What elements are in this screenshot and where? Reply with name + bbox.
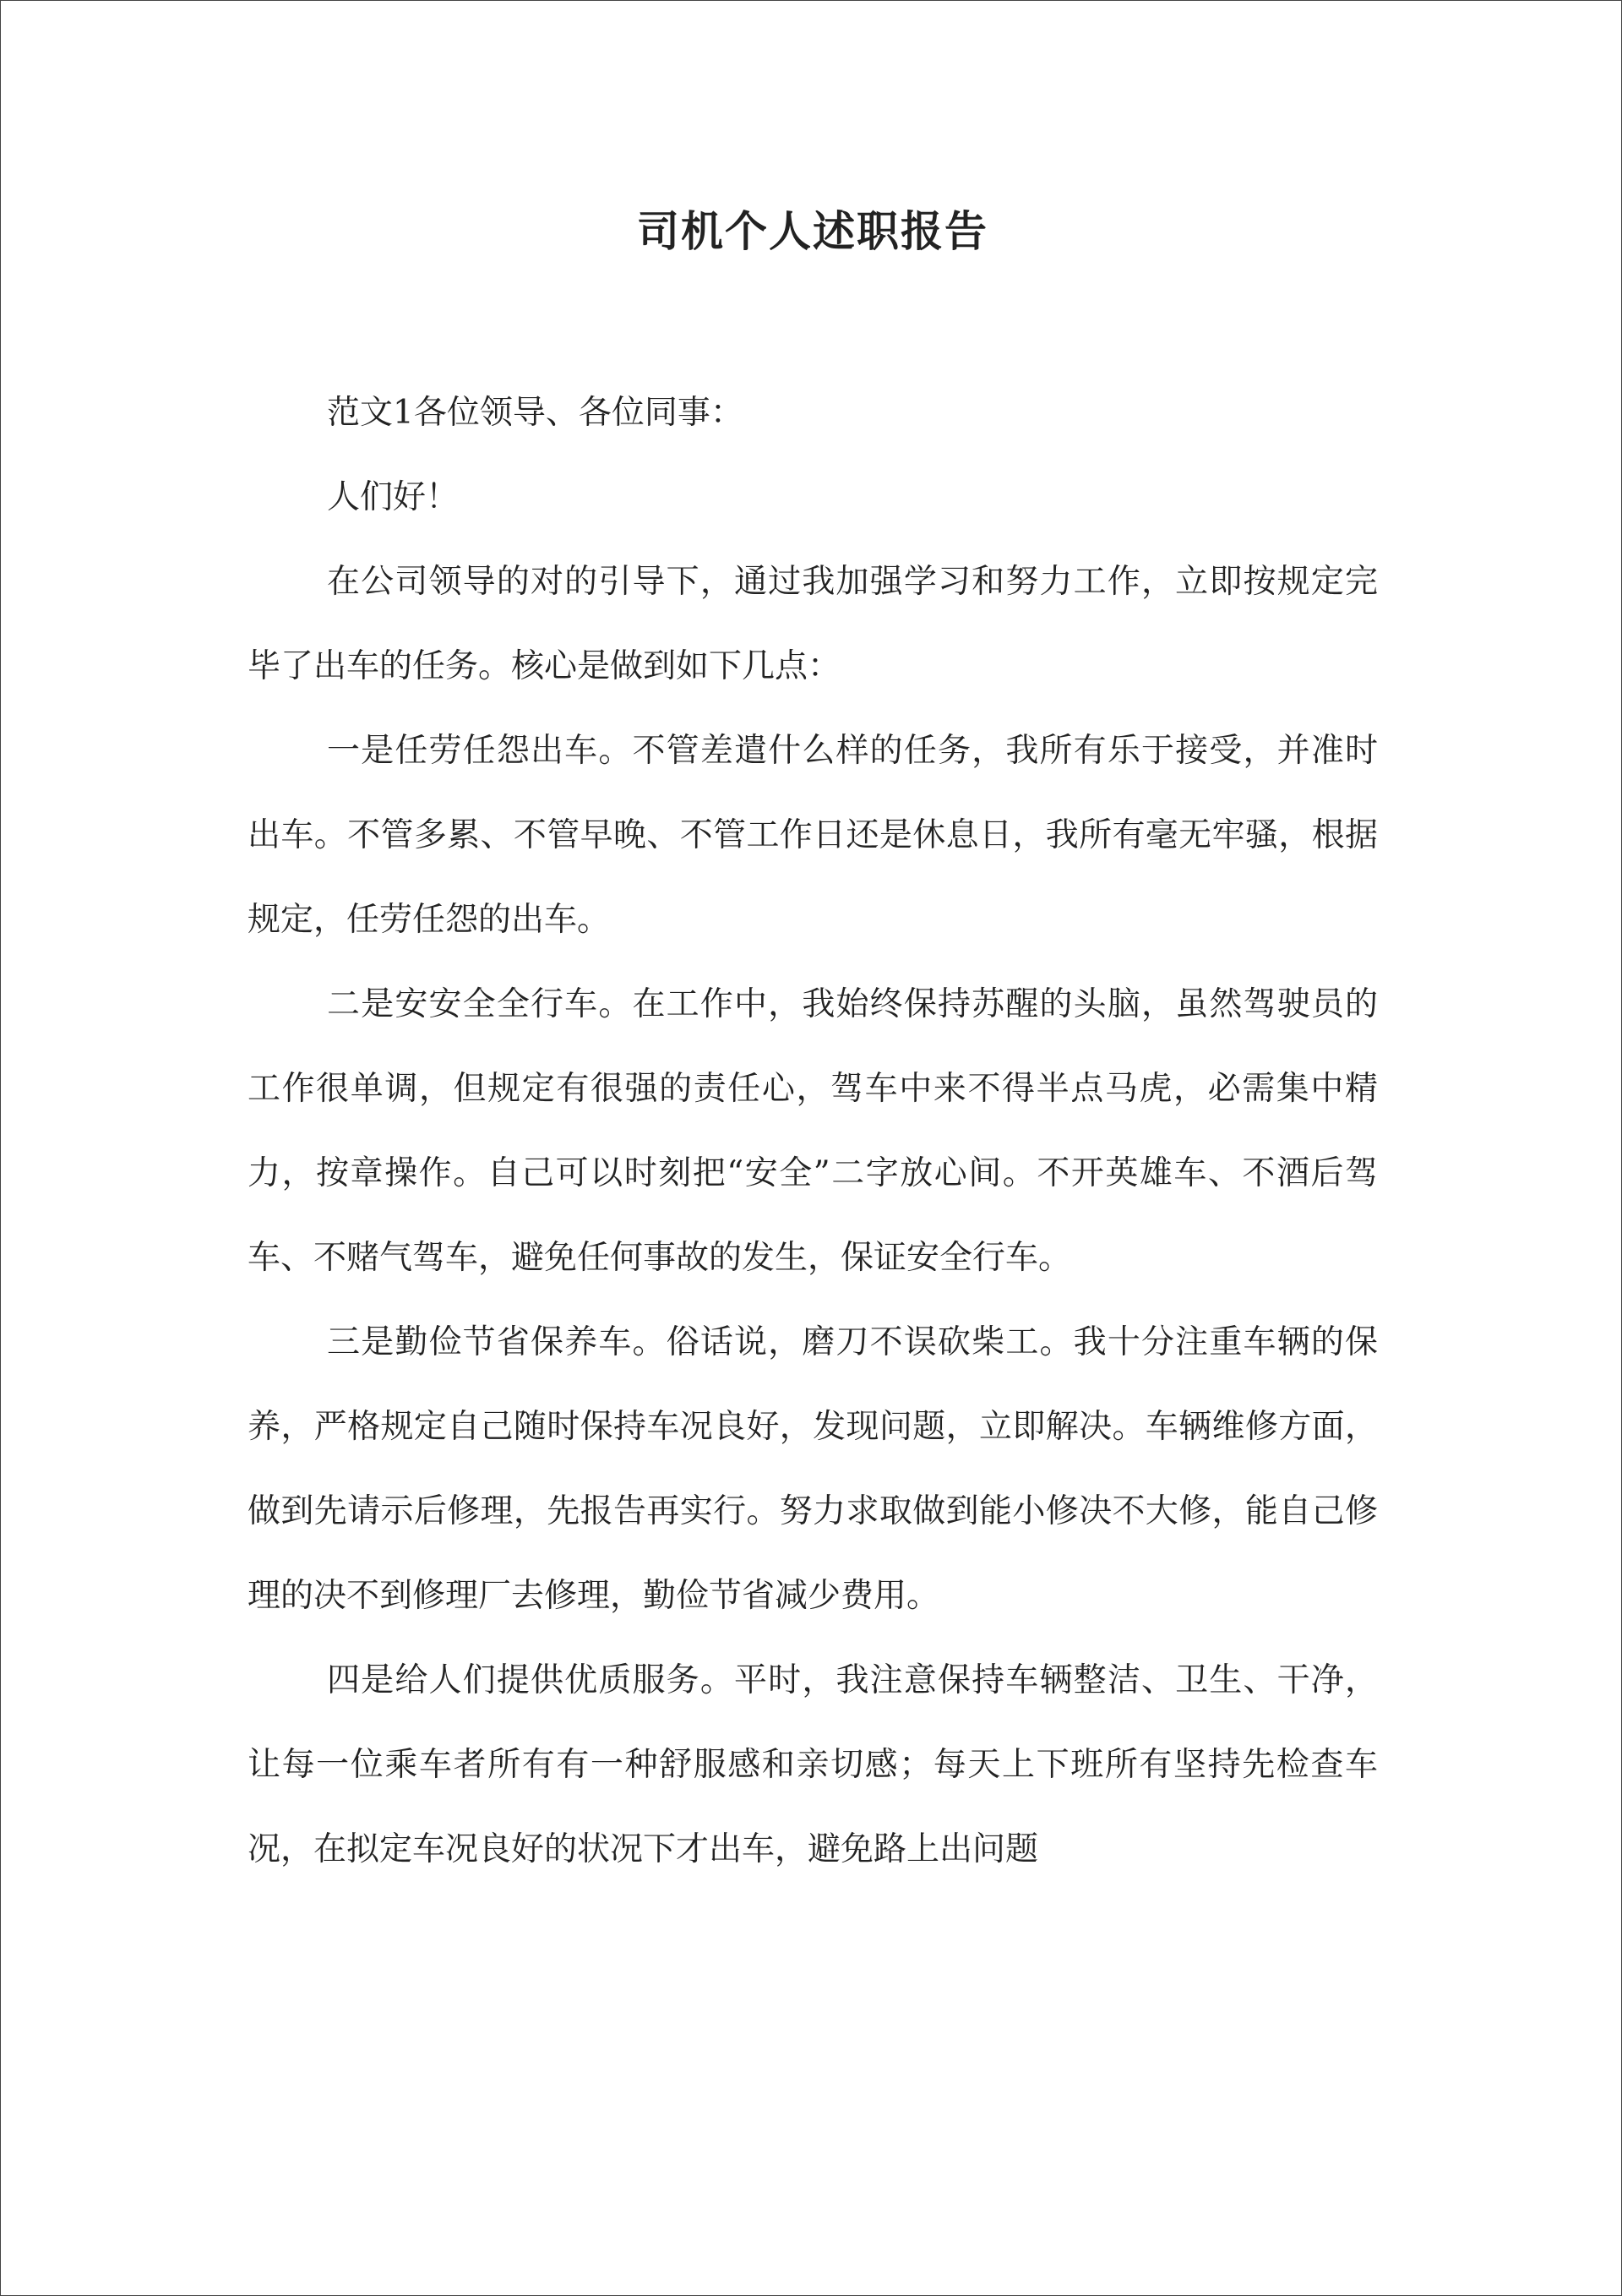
paragraph-intro: 在公司领导的对的引导下，通过我加强学习和努力工作，立即按规定完毕了出车的任务。核心是做到如下几点：	[248, 563, 1378, 685]
paragraph-point-four: 四是给人们提供优质服务。平时，我注意保持车辆整洁、卫生、干净，让每一位乘车者所有有一种舒服感和亲切感；每天上下班所有坚持先检查车况，在拟定车况良好的状况下才出车，避免路上出问题	[248, 1661, 1378, 1868]
paragraph-point-two: 二是安安全全行车。在工作中，我始终保持苏醒的头脑，虽然驾驶员的工作很单调，但规定有很强的责任心，驾车中来不得半点马虎，必需集中精力，按章操作。自己可以时刻把“安全”二字放心间。不开英雄车、不酒后驾车、不赌气驾车，避免任何事故的发生，保证安全行车。	[248, 985, 1378, 1277]
document-title: 司机个人述职报告	[637, 207, 988, 256]
paragraph-salutation: 人们好！	[327, 478, 460, 516]
document-body	[248, 371, 1378, 1892]
paragraph-point-three: 三是勤俭节省保养车。俗话说，磨刀不误砍柴工。我十分注重车辆的保养，严格规定自己随时保持车况良好，发现问题，立即解决。车辆维修方面，做到先请示后修理，先报告再实行。努力求取做到能小修决不大修，能自己修理的决不到修理厂去修理，勤俭节省减少费用。	[248, 1323, 1378, 1615]
paragraph-greeting: 范文1各位领导、各位同事：	[327, 394, 743, 432]
paragraph-point-one: 一是任劳任怨出车。不管差遣什么样的任务，我所有乐于接受，并准时出车。不管多累、不管早晚、不管工作日还是休息日，我所有毫无牢骚，根据规定，任劳任怨的出车。	[248, 732, 1378, 939]
